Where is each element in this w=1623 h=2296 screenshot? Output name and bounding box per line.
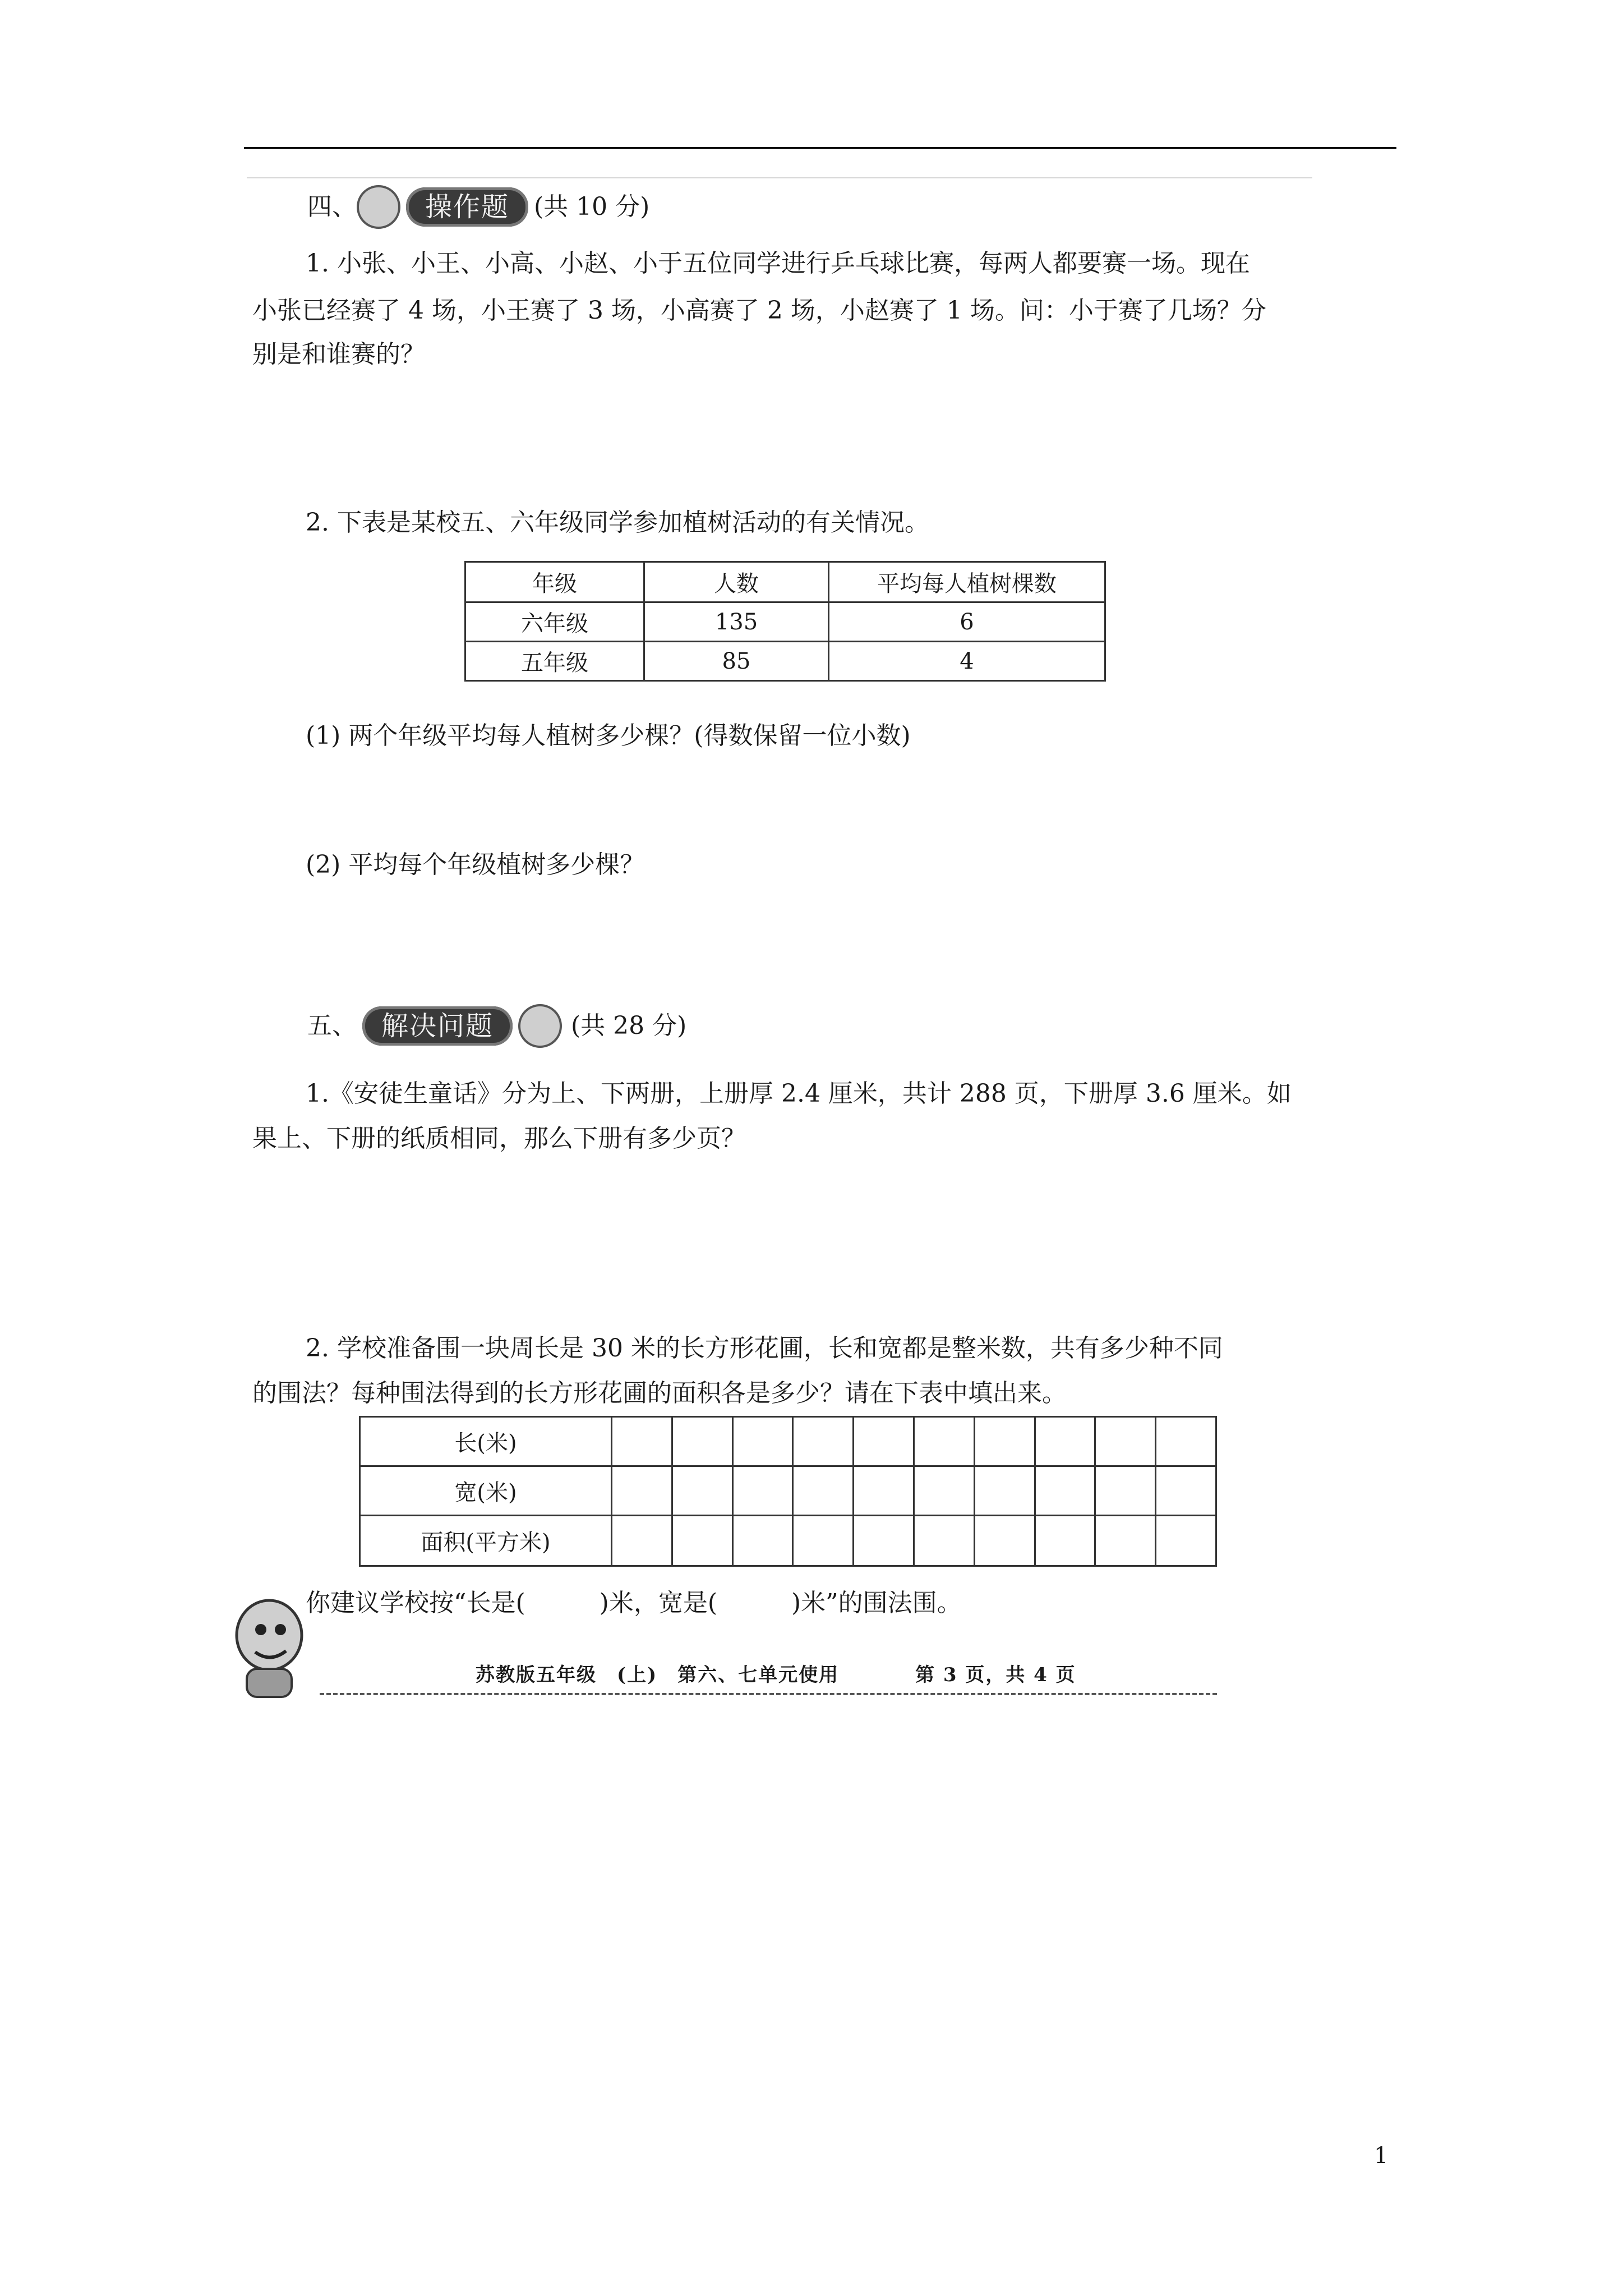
grid-cell[interactable] (854, 1466, 914, 1516)
s4-q2-sub2: (2) 平均每个年级植树多少棵？ (306, 850, 645, 879)
footer-mascot-icon (230, 1590, 314, 1703)
page-number: 1 (1374, 2143, 1389, 2169)
grid-cell[interactable] (854, 1417, 914, 1466)
footer-page-info: 第 3 页，共 4 页 (915, 1664, 1076, 1686)
table-cell: 六年级 (465, 602, 644, 642)
grid-cell[interactable] (1095, 1466, 1156, 1516)
grid-cell[interactable] (612, 1516, 672, 1566)
grid-cell[interactable] (793, 1466, 854, 1516)
grid-cell[interactable] (793, 1516, 854, 1566)
table-header-cell: 平均每人植树棵数 (829, 562, 1105, 602)
table-header-cell: 年级 (465, 562, 644, 602)
section-5-heading (307, 1004, 686, 1048)
section-4-score: (共 10 分) (534, 192, 650, 221)
table-row (360, 1466, 1216, 1516)
s5-q2-line2: 的围法？每种围法得到的长方形花圃的面积各是多少？请在下表中填出来。 (252, 1379, 1067, 1407)
s4-q2-sub1: (1) 两个年级平均每人植树多少棵？(得数保留一位小数) (306, 721, 911, 750)
grid-cell[interactable] (1156, 1516, 1216, 1566)
table-cell: 4 (829, 642, 1105, 681)
table-cell: 135 (644, 602, 829, 642)
table-cell: 五年级 (465, 642, 644, 681)
section-4-badge: 操作题 (406, 187, 528, 227)
grid-cell[interactable] (672, 1417, 732, 1466)
table-row (360, 1417, 1216, 1466)
grid-cell[interactable] (974, 1516, 1035, 1566)
grid-cell[interactable] (974, 1466, 1035, 1516)
grid-cell[interactable] (732, 1466, 793, 1516)
s4-q1-line3: 别是和谁赛的？ (252, 340, 425, 369)
grid-cell[interactable] (1156, 1466, 1216, 1516)
grid-cell[interactable] (1035, 1516, 1095, 1566)
s4-q1-line2: 小张已经赛了 4 场，小王赛了 3 场，小高赛了 2 场，小赵赛了 1 场。问：小于赛了几场？分 (252, 296, 1266, 325)
s5-q2-line1: 2. 学校准备围一块周长是 30 米的长方形花圃，长和宽都是整米数，共有多少种不同 (306, 1334, 1223, 1363)
section-4-heading (307, 185, 649, 229)
s4-q1-line1: 1. 小张、小王、小高、小赵、小于五位同学进行乒乓球比赛，每两人都要赛一场。现在 (306, 249, 1250, 278)
grid-cell[interactable] (612, 1417, 672, 1466)
garden-grid (359, 1416, 1217, 1567)
grid-cell[interactable] (914, 1516, 974, 1566)
table-header-row (465, 562, 1105, 602)
table-header-cell: 人数 (644, 562, 829, 602)
grid-cell[interactable] (672, 1516, 732, 1566)
mascot-icon (518, 1004, 562, 1048)
table-cell: 6 (829, 602, 1105, 642)
grid-cell[interactable] (1095, 1516, 1156, 1566)
header-rule-faint (247, 177, 1312, 178)
grid-cell[interactable] (1035, 1466, 1095, 1516)
grid-cell[interactable] (1095, 1417, 1156, 1466)
grid-cell[interactable] (732, 1417, 793, 1466)
table-row (465, 602, 1105, 642)
grid-row-label: 长(米) (360, 1417, 612, 1466)
grid-cell[interactable] (1035, 1417, 1095, 1466)
planting-table (464, 561, 1106, 682)
section-5-badge: 解决问题 (362, 1006, 513, 1046)
grid-cell[interactable] (672, 1466, 732, 1516)
table-cell: 85 (644, 642, 829, 681)
grid-cell[interactable] (914, 1466, 974, 1516)
section-5-number: 五、 (307, 1011, 357, 1040)
grid-cell[interactable] (914, 1417, 974, 1466)
s4-q2-text: 2. 下表是某校五、六年级同学参加植树活动的有关情况。 (306, 508, 929, 537)
grid-row-label: 宽(米) (360, 1466, 612, 1516)
table-row (360, 1516, 1216, 1566)
grid-cell[interactable] (793, 1417, 854, 1466)
s5-q1-line1: 1.《安徒生童话》分为上、下两册，上册厚 2.4 厘米，共计 288 页，下册厚 3.6 厘米。如 (306, 1079, 1292, 1108)
grid-cell[interactable] (974, 1417, 1035, 1466)
header-rule (244, 147, 1396, 149)
section-5-score: (共 28 分) (571, 1011, 687, 1040)
mascot-icon (357, 185, 400, 229)
footer-dashed-rule (320, 1693, 1217, 1695)
grid-cell[interactable] (612, 1466, 672, 1516)
grid-cell[interactable] (1156, 1417, 1216, 1466)
grid-cell[interactable] (854, 1516, 914, 1566)
s5-suggestion: 你建议学校按“长是( )米，宽是( )米”的围法围。 (306, 1589, 962, 1617)
table-row (465, 642, 1105, 681)
section-4-number: 四、 (307, 192, 357, 221)
grid-cell[interactable] (732, 1516, 793, 1566)
footer-book-title: 苏教版五年级 (上) 第六、七单元使用 (476, 1664, 840, 1686)
grid-row-label: 面积(平方米) (360, 1516, 612, 1566)
s5-q1-line2: 果上、下册的纸质相同，那么下册有多少页？ (252, 1124, 746, 1153)
